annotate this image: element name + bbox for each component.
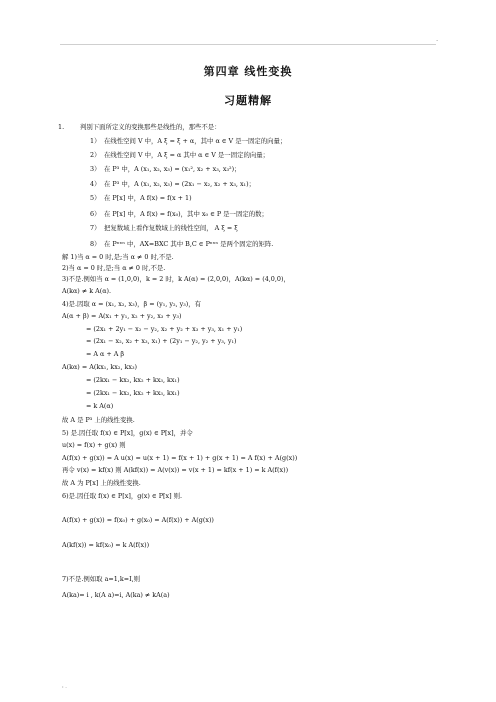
item-label: 8） [90,240,101,248]
problem-number: 1. [58,123,65,131]
solution-line: = A α + A β [86,350,125,358]
solution-line: A(kα) = A(kx₁, kx₂, kx₃) [62,363,138,371]
solution-line: A(α + β) = A(x₁ + y₁, x₂ + y₂, x₃ + y₃) [62,312,182,320]
solution-line: = (2kx₁ − kx₂, kx₂ + kx₃, kx₁) [86,389,180,397]
header-rule [60,44,436,45]
solution-line: 4)是.因取 α = (x₁, x₂, x₃)，β = (y₁, y₂, y₃)，有 [62,300,202,308]
solution-line: u(x) = f(x) + g(x) 则 [62,441,126,449]
item-label: 1） [90,137,101,145]
solution-line: = (2x₁ + 2y₁ − x₂ − y₂, x₂ + y₂ + x₃ + y₃, x₁ + y₁) [86,325,243,333]
item-label: 4） [90,180,101,188]
solution-line: = (2kx₁ − kx₂, kx₂ + kx₃, kx₁) [86,376,180,384]
solution-line: 6)是.因任取 f(x) ∈ P[x]，g(x) ∈ P[x] 则. [62,492,183,500]
solution-line: 2)当 α = 0 时,是;当 α ≠ 0 时,不是. [62,264,166,272]
solution-line: 7)不是.例如取 a=1,k=I,则 [62,575,141,583]
item-label: 7） [90,224,101,232]
solution-line: 再令 v(x) = kf(x) 则 A(kf(x)) = A(v(x)) = v(x + 1) = kf(x + 1) = k A(f(x)) [62,466,289,474]
item-text: 在线性空间 V 中，A ξ = ξ + α，其中 α ∈ V 是一固定的向量； [104,137,287,145]
item-label: 5） [90,194,101,202]
problem-text: 判别下面所定义的变换那些是线性的，那些不是： [80,123,221,131]
solution-line: 5) 是.因任取 f(x) ∈ P[x]，g(x) ∈ P[x]，并令 [62,429,193,437]
item-text: 在 P³ 中，A (x₁, x₂, x₃) = (2x₁ − x₂, x₂ + x₃, x₁)； [104,180,256,188]
solution-line: A(kα) ≠ k A(α). [62,287,112,295]
solution-line: A(ka)= i , k(A a)=i, A(ka) ≠ kA(a) [62,591,170,599]
solution-line: A(f(x) + g(x)) = f(x₀) + g(x₀) = A(f(x)) + A(g(x)) [62,516,214,524]
solution-line: 故 A 为 P[x] 上的线性变换. [62,479,141,487]
section-title: 习题精解 [224,94,272,107]
footer-mark: : . [62,684,67,690]
solution-line: 解 1)当 α = 0 时,是;当 α ≠ 0 时,不是. [62,253,174,261]
item-label: 3） [90,165,101,173]
solution-line: A(f(x) + g(x)) = A u(x) = u(x + 1) = f(x + 1) + g(x + 1) = A f(x) + A(g(x)) [62,454,298,462]
item-label: 2） [90,151,101,159]
solution-line: = (2x₁ − x₂, x₂ + x₃, x₁) + (2y₁ − y₂, y₂ + y₃, y₁) [86,337,237,345]
solution-line: A(kf(x)) = kf(x₀) = k A(f(x)) [62,541,150,549]
solution-line: = k A(α) [86,402,114,410]
solution-line: 3)不是.例如当 α = (1,0,0)，k = 2 时，k A(α) = (2,0,0)，A(kα) = (4,0,0)， [62,275,290,283]
item-text: 在 P³ 中，A (x₁, x₂, x₃) = (x₁², x₂ + x₃, x₃²)； [104,165,241,173]
item-text: 在 P[x] 中，A f(x) = f(x₀)，其中 x₀ ∈ P 是一固定的数； [104,210,268,218]
item-text: 把复数域上看作复数域上的线性空间， A ξ = ξ̄ [104,224,238,232]
corner-mark: . [436,36,438,43]
item-text: 在线性空间 V 中，A ξ = α 其中 α ∈ V 是一固定的向量； [104,151,270,159]
solution-line: 故 A 是 P³ 上的线性变换. [62,416,135,424]
chapter-title: 第四章 线性变换 [203,65,293,78]
item-text: 在 P[x] 中，A f(x) = f(x + 1) [104,194,192,202]
item-text: 在 Pⁿˣⁿ 中，AX=BXC 其中 B,C ∈ Pⁿˣⁿ 是两个固定的矩阵. [104,240,274,248]
item-label: 6） [90,210,101,218]
